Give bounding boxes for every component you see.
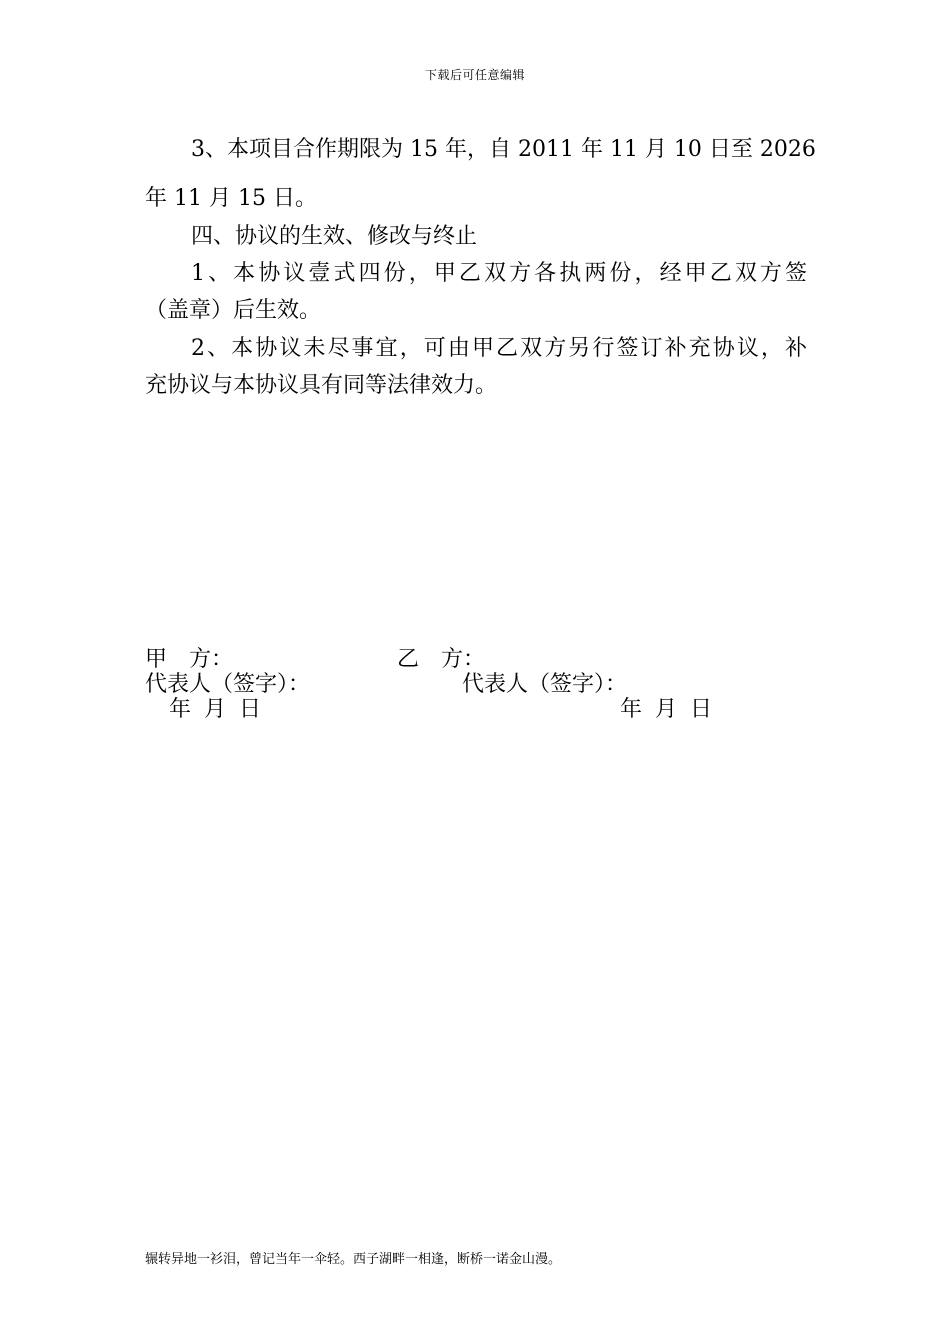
page-header: 下载后可任意编辑 (424, 68, 525, 82)
copies-clause-line1: 1、本协议壹式四份，甲乙双方各执两份，经甲乙双方签 (191, 261, 807, 286)
term-clause-line2: 年 11 月 15 日。 (145, 186, 317, 211)
party-b-label: 乙 方： (397, 647, 486, 672)
supplement-clause-line2: 充协议与本协议具有同等法律效力。 (145, 373, 498, 398)
page-footer: 辗转异地一衫泪，曾记当年一伞轻。西子湖畔一相逢，断桥一诺金山漫。 (145, 1252, 562, 1267)
party-b-representative-label: 代表人（签字）： (462, 672, 628, 697)
copies-clause-line2: （盖章）后生效。 (145, 298, 322, 323)
party-a-representative-label: 代表人（签字）： (145, 672, 311, 697)
section-heading: 四、协议的生效、修改与终止 (191, 224, 478, 249)
party-a-date: 年 月 日 (169, 697, 261, 722)
party-b-date: 年 月 日 (620, 697, 712, 722)
party-a-label: 甲 方： (145, 647, 234, 672)
term-clause-line1: 3、本项目合作期限为 15 年，自 2011 年 11 月 10 日至 2026 (191, 137, 816, 162)
supplement-clause-line1: 2、本协议未尽事宜，可由甲乙双方另行签订补充协议，补 (191, 336, 807, 361)
